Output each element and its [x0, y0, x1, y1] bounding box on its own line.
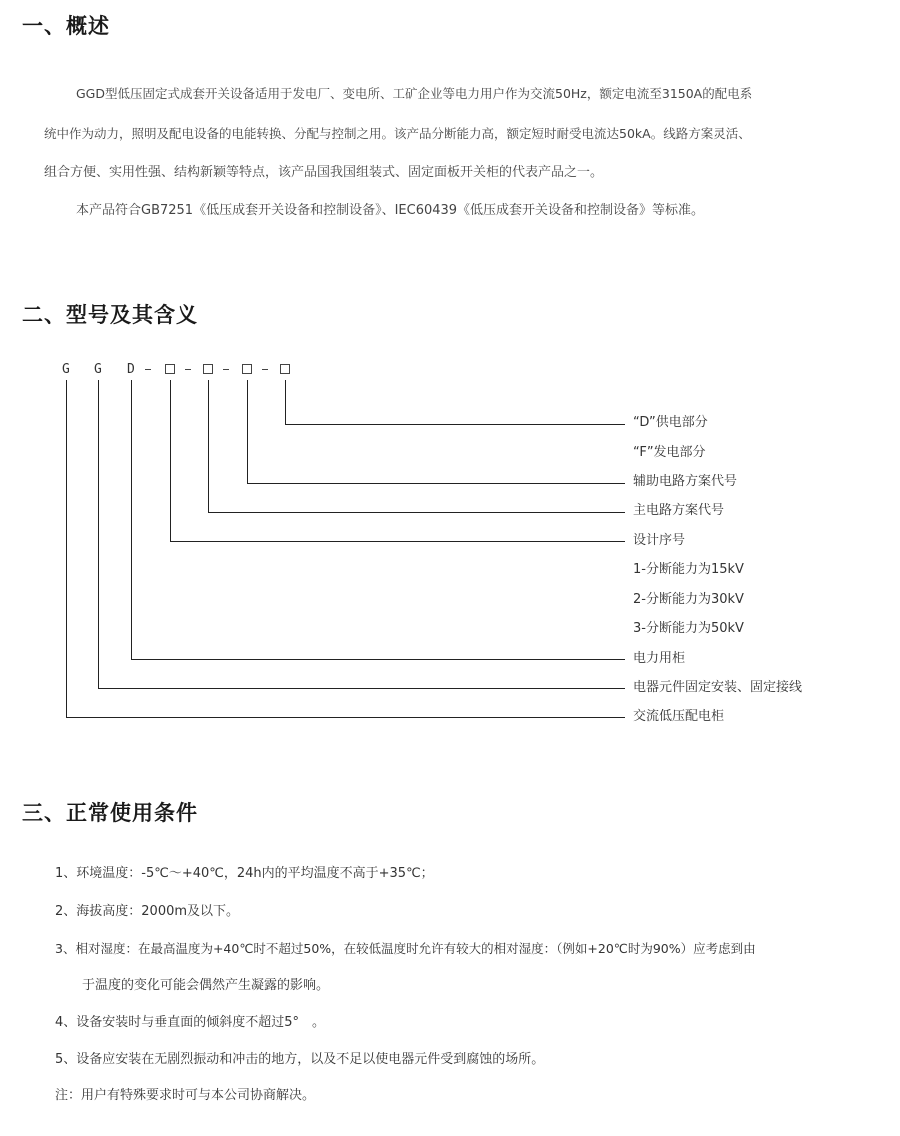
code-dash: [262, 369, 268, 370]
leader-horizontal: [285, 424, 625, 425]
label-breaking-3: 3-分断能力为50kV: [633, 621, 744, 636]
overview-line-3: 组合方便、实用性强、结构新颖等特点，该产品国我国组装式、固定面板开关柜的代表产品之一。: [44, 165, 604, 180]
code-box-main-circuit: [203, 364, 213, 374]
condition-item: 5、设备应安装在无剧烈振动和冲击的地方，以及不足以使电器元件受到腐蚀的场所。: [55, 1052, 545, 1067]
code-box-aux-circuit: [242, 364, 252, 374]
label-ac-lv-cabinet: 交流低压配电柜: [633, 709, 725, 724]
label-supply-d: “D”供电部分: [633, 415, 708, 430]
leader-vertical: [208, 380, 209, 513]
code-dash: [145, 369, 151, 370]
leader-vertical: [285, 380, 286, 425]
leader-vertical: [98, 380, 99, 689]
condition-item: 1、环境温度：-5℃～+40℃，24h内的平均温度不高于+35℃；: [55, 866, 434, 881]
code-dash: [223, 369, 229, 370]
label-power-cabinet: 电力用柜: [633, 651, 686, 666]
leader-horizontal: [247, 483, 625, 484]
code-dash: [185, 369, 191, 370]
label-main-circuit: 主电路方案代号: [633, 503, 725, 518]
condition-item-continued: 于温度的变化可能会偶然产生凝露的影响。: [82, 978, 330, 993]
condition-item: 3、相对湿度：在最高温度为+40℃时不超过50%，在较低温度时允许有较大的相对湿度：（例如+20℃时为90%）应考虑到由: [55, 941, 756, 956]
code-letter-g2: G: [94, 362, 102, 377]
leader-vertical: [66, 380, 67, 718]
overview-line-1: GGD型低压固定式成套开关设备适用于发电厂、变电所、工矿企业等电力用户作为交流50Hz，额定电流至3150A的配电系: [76, 86, 753, 101]
leader-horizontal: [170, 541, 625, 542]
label-breaking-2: 2-分断能力为30kV: [633, 592, 744, 607]
leader-horizontal: [208, 512, 625, 513]
condition-item: 4、设备安装时与垂直面的倾斜度不超过5° 。: [55, 1015, 326, 1030]
leader-vertical: [131, 380, 132, 660]
label-aux-circuit: 辅助电路方案代号: [633, 474, 738, 489]
label-supply-f: “F”发电部分: [633, 445, 706, 460]
condition-note: 注：用户有特殊要求时可与本公司协商解决。: [55, 1088, 316, 1103]
code-letter-d: D: [127, 362, 135, 377]
overview-line-4: 本产品符合GB7251《低压成套开关设备和控制设备》、IEC60439《低压成套开关设备和控制设备》等标准。: [76, 203, 705, 218]
label-fixed-install: 电器元件固定安装、固定接线: [633, 680, 803, 695]
code-box-design-seq: [165, 364, 175, 374]
overview-line-2: 统中作为动力，照明及配电设备的电能转换、分配与控制之用。该产品分断能力高，额定短时耐受电流达50kA。线路方案灵活、: [44, 126, 751, 141]
leader-horizontal: [131, 659, 625, 660]
section-heading-model: 二、型号及其含义: [22, 303, 198, 327]
code-letter-g1: G: [62, 362, 70, 377]
leader-vertical: [247, 380, 248, 484]
leader-vertical: [170, 380, 171, 542]
section-heading-overview: 一、概述: [22, 14, 110, 38]
section-heading-conditions: 三、正常使用条件: [22, 801, 198, 825]
condition-item: 2、海拔高度：2000m及以下。: [55, 904, 240, 919]
leader-horizontal: [66, 717, 625, 718]
leader-horizontal: [98, 688, 625, 689]
label-design-seq: 设计序号: [633, 533, 686, 548]
label-breaking-1: 1-分断能力为15kV: [633, 562, 744, 577]
code-box-supply-type: [280, 364, 290, 374]
